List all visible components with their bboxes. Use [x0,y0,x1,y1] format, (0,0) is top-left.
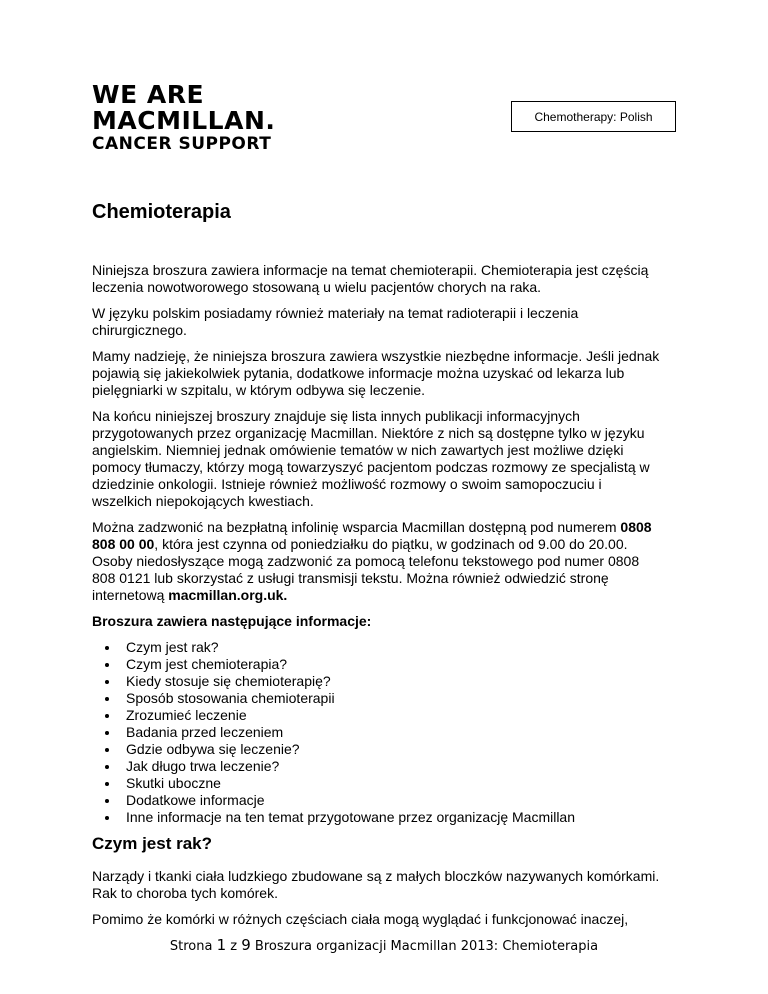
toc-item: • Czym jest chemioterapia? [120,656,662,673]
toc-list [92,639,662,826]
logo-line-3: CANCER SUPPORT [92,134,272,154]
toc-item: • Badania przed leczeniem [120,724,662,741]
helpline-number: 0808 808 00 00 [92,519,652,552]
language-tag: Chemotherapy: Polish [511,101,676,132]
website-link[interactable]: macmillan.org.uk. [168,587,288,603]
document-body [92,200,662,937]
page-footer [0,936,768,954]
toc-heading [92,613,662,630]
footer-of: z [226,939,242,954]
footer-prefix: Strona [169,939,217,954]
macmillan-logo [92,82,275,153]
page-title: Chemioterapia [92,201,231,223]
toc-item: • Kiedy stosuje się chemioterapię? [120,673,662,690]
helpline-paragraph [92,519,662,604]
logo-line-1: WE ARE [92,80,205,109]
intro-paragraph-3: Mamy nadzieję, że niniejsza broszura zawiera wszystkie niezbędne informacje. Jeśli jednak pojawią się jakiekolwiek pytania, dodatkowe informacje można uzyskać od lekarza lub pielęgniarki w szpitalu, w którym odbywa się leczenie. [92,348,660,398]
helpline-text-1: Można zadzwonić na bezpłatną infolinię wsparcia Macmillan dostępną pod numerem [92,519,621,535]
footer-page-number: 1 [216,936,227,954]
section-paragraph-1: Narządy i tkanki ciała ludzkiego zbudowane są z małych bloczków nazywanych komórkami. Rak to choroba tych komórek. [92,868,660,901]
intro-paragraph-4: Na końcu niniejszej broszury znajduje się lista innych publikacji informacyjnych przygotowanych przez organizację Macmillan. Niektóre z nich są dostępne tylko w języku angielskim. Niemniej jednak omówienie tematów w nich zawartych jest możliwe dzięki pomocy tłumaczy, którzy mogą towarzyszyć pacjentom podczas rozmowy ze specjalistą w dziedzinie onkologii. Istnieje również możliwość rozmowy o swoim samopoczuciu i wszelkich niepokojących kwestiach. [92,408,650,509]
toc-item: • Jak długo trwa leczenie? [120,758,662,775]
logo-line-2: MACMILLAN. [92,106,276,135]
intro-paragraph-2: W języku polskim posiadamy również materiały na temat radioterapii i leczenia chirurgicznego. [92,305,579,338]
toc-item: • Dodatkowe informacje [120,792,662,809]
footer-suffix: Broszura organizacji Macmillan 2013: Chemioterapia [250,939,599,954]
intro-paragraph-1: Niniejsza broszura zawiera informacje na temat chemioterapii. Chemioterapia jest częścią leczenia nowotworowego stosowaną u wielu pacjentów chorych na raka. [92,262,649,295]
toc-item: • Gdzie odbywa się leczenie? [120,741,662,758]
toc-item: • Zrozumieć leczenie [120,707,662,724]
toc-item: • Czym jest rak? [120,639,662,656]
footer-page-total: 9 [241,936,251,954]
toc-item: • Sposób stosowania chemioterapii [120,690,662,707]
toc-item: • Inne informacje na ten temat przygotowane przez organizację Macmillan [120,809,662,826]
section-heading: Czym jest rak? [92,834,212,853]
section-paragraph-2: Pomimo że komórki w różnych częściach ciała mogą wyglądać i funkcjonować inaczej, [92,911,629,927]
helpline-text-2: , która jest czynna od poniedziałku do piątku, w godzinach od 9.00 do 20.00. Osoby niedosłyszące mogą zadzwonić za pomocą telefonu tekstowego pod numer 0808 808 0121 lub skorzystać z usługi transmisji tekstu. Można również odwiedzić stronę internetową [92,536,640,603]
toc-heading-text: Broszura zawiera następujące informacje: [92,613,372,629]
toc-item: • Skutki uboczne [120,775,662,792]
